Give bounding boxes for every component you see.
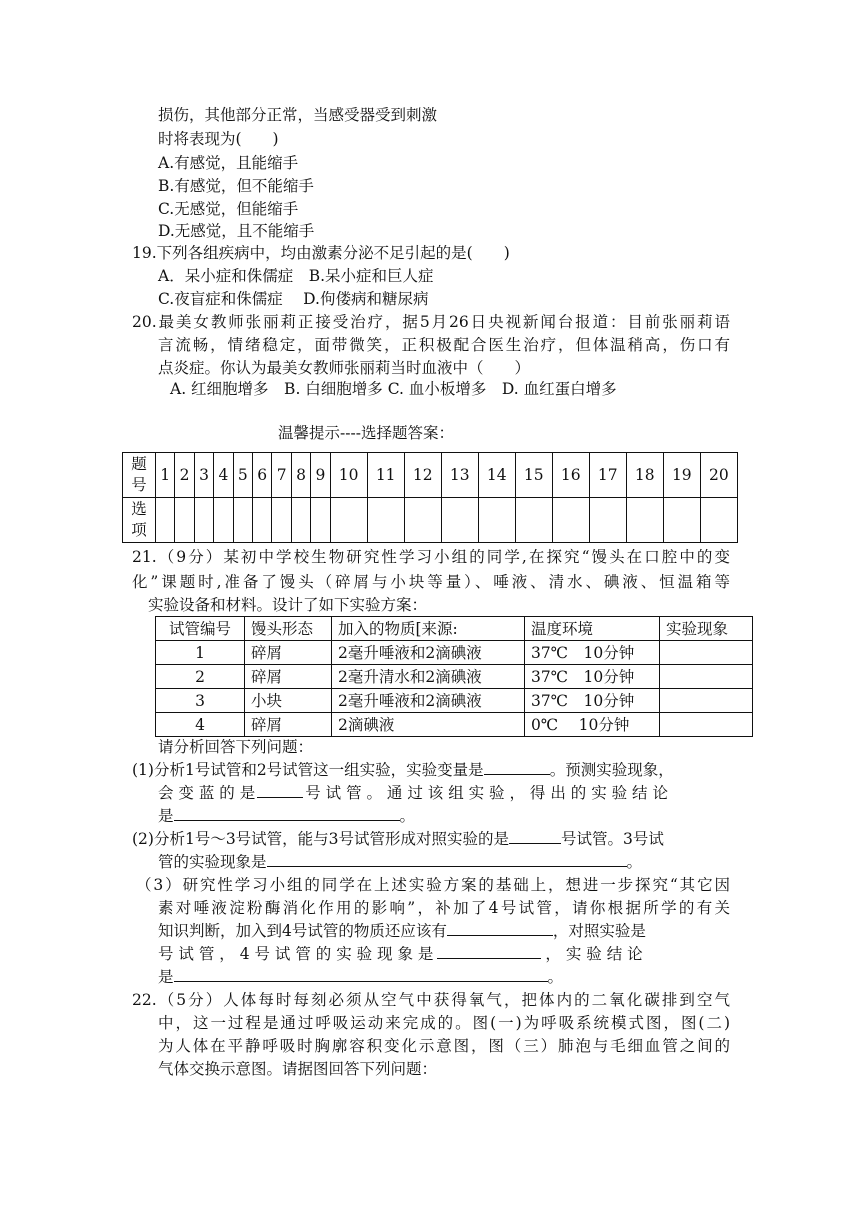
answer-number-cell: 9 (311, 453, 330, 498)
answer-number-cell: 8 (291, 453, 310, 498)
answer-blank-cell[interactable] (311, 498, 330, 543)
experiment-table-row (156, 665, 753, 689)
substance-cell: 2毫升唾液和2滴碘液 (332, 641, 525, 665)
answer-blank-cell[interactable] (478, 498, 515, 543)
answer-blank-cell[interactable] (272, 498, 291, 543)
q19-options-row2: C.夜盲症和侏儒症 D.佝偻病和糖尿病 (158, 290, 429, 308)
answer-blank-cell[interactable] (214, 498, 233, 543)
q21-part1-line1 (132, 758, 674, 782)
experiment-header-shape: 馒头形态 (245, 617, 332, 641)
temperature-cell: 0℃ 10分钟 (525, 713, 660, 737)
substance-cell: 2滴碘液 (332, 713, 525, 737)
experiment-table-row (156, 641, 753, 665)
answer-blank-cell[interactable] (515, 498, 552, 543)
answer-number-cell: 1 (156, 453, 175, 498)
q21-part3-blank-phenomenon[interactable] (437, 942, 541, 959)
answer-number-cell: 5 (233, 453, 252, 498)
answer-number-cell: 4 (214, 453, 233, 498)
answer-blank-cell[interactable] (330, 498, 367, 543)
answer-blank-cell[interactable] (156, 498, 175, 543)
temperature-cell: 37℃ 10分钟 (525, 641, 660, 665)
q21-part2-text-a: (2)分析1号～3号试管，能与3号试管形成对照实验的是 (132, 830, 510, 848)
q21-part1-text-d: 号 试 管 。 通 过 该 组 实 验 ， 得 出 的 实 验 结 论 (305, 784, 668, 802)
q20-line2: 言流畅，情绪稳定，面带微笑，正积极配合医生治疗，但体温稍高，伤口有 (158, 336, 730, 354)
experiment-table-header-row (156, 617, 753, 641)
answer-table-header-number: 题 号 (123, 453, 156, 498)
q21-part3-text-g: 是 (158, 968, 174, 986)
answer-number-cell: 6 (253, 453, 272, 498)
experiment-table-row (156, 713, 753, 737)
answer-blank-cell[interactable] (175, 498, 194, 543)
answer-table (122, 452, 738, 543)
answer-number-cell: 2 (175, 453, 194, 498)
q18-option-d: D.无感觉，且不能缩手 (158, 222, 315, 240)
shape-cell: 碎屑 (245, 641, 332, 665)
answer-number-cell: 17 (589, 453, 626, 498)
q21-part3-line1: （3）研究性学习小组的同学在上述实验方案的基础上，想进一步探究“其它因 (136, 876, 730, 894)
shape-cell: 小块 (245, 689, 332, 713)
q21-part3-line4 (158, 942, 643, 966)
q20-line1: 20.最美女教师张丽莉正接受治疗，据5月26日央视新闻台报道：目前张丽莉语 (132, 313, 730, 331)
answer-number-cell: 13 (441, 453, 478, 498)
temperature-cell: 37℃ 10分钟 (525, 665, 660, 689)
q21-part1-blank-variable[interactable] (484, 758, 550, 775)
q21-line2: 化”课题时,准备了馒头（碎屑与小块等量）、唾液、清水、碘液、恒温箱等 (132, 573, 730, 591)
substance-cell: 2毫升清水和2滴碘液 (332, 665, 525, 689)
q21-part2-text-c: 管的实验现象是 (158, 853, 267, 871)
answer-blank-cell[interactable] (441, 498, 478, 543)
q21-part3-line5 (158, 965, 563, 989)
answer-number-cell: 15 (515, 453, 552, 498)
phenomenon-cell[interactable] (660, 713, 753, 737)
answer-number-cell: 10 (330, 453, 367, 498)
tube-number-cell: 3 (156, 689, 245, 713)
q21-line1: 21.（9分）某初中学校生物研究性学习小组的同学,在探究“馒头在口腔中的变 (132, 548, 730, 566)
q18-option-b: B.有感觉，但不能缩手 (158, 177, 314, 195)
shape-cell: 碎屑 (245, 713, 332, 737)
q21-part3-blank-conclusion[interactable] (174, 965, 548, 982)
answer-blank-cell[interactable] (233, 498, 252, 543)
temperature-cell: 37℃ 10分钟 (525, 689, 660, 713)
experiment-header-temperature: 温度环境 (525, 617, 660, 641)
q18-stem-line2: 时将表现为( ) (158, 130, 279, 148)
substance-cell: 2毫升唾液和2滴碘液 (332, 689, 525, 713)
q22-line1: 22.（5分）人体每时每刻必须从空气中获得氧气，把体内的二氧化碳排到空气 (132, 991, 730, 1009)
q20-options: A. 红细胞增多 B. 白细胞增多 C. 血小板增多 D. 血红蛋白增多 (170, 380, 617, 398)
answer-number-cell: 16 (552, 453, 589, 498)
answer-table-caption: 温馨提示----选择题答案： (278, 424, 454, 442)
q21-line3: 实验设备和材料。设计了如下实验方案： (148, 596, 428, 614)
q21-part2-line1 (132, 827, 664, 851)
answer-blank-cell[interactable] (194, 498, 213, 543)
q21-part1-text-b: 。预测实验现象， (549, 761, 674, 779)
answer-number-cell: 14 (478, 453, 515, 498)
answer-blank-cell[interactable] (700, 498, 737, 543)
q19-options-row1: A．呆小症和侏儒症 B.呆小症和巨人症 (158, 267, 434, 285)
experiment-table (155, 616, 753, 737)
answer-blank-cell[interactable] (663, 498, 700, 543)
experiment-header-tube-no: 试管编号 (156, 617, 245, 641)
q21-part3-line2: 素对唾液淀粉酶消化作用的影响”，补加了4号试管，请你根据所学的有关 (158, 899, 730, 917)
q18-stem-line1: 损伤，其他部分正常，当感受器受到刺激 (158, 106, 438, 124)
answer-number-cell: 18 (626, 453, 663, 498)
experiment-header-phenomenon: 实验现象 (660, 617, 753, 641)
answer-blank-cell[interactable] (552, 498, 589, 543)
answer-number-cell: 19 (663, 453, 700, 498)
q21-part2-text-b: 号试管。3号试 (561, 830, 664, 848)
q22-line3: 为人体在平静呼吸时胸廓容积变化示意图，图（三）肺泡与毛细血管之间的 (158, 1037, 730, 1055)
q21-part3-text-d: ，对照实验是 (552, 922, 646, 940)
q22-line2: 中，这一过程是通过呼吸运动来完成的。图(一)为呼吸系统模式图，图(二) (158, 1014, 730, 1032)
answer-blank-cell[interactable] (404, 498, 441, 543)
q21-part1-line2 (158, 781, 668, 805)
q21-part1-line3 (158, 804, 415, 828)
experiment-table-row (156, 689, 753, 713)
q21-part1-text-c: 会 变 蓝 的 是 (158, 784, 256, 802)
q19-stem: 19.下列各组疾病中，均由激素分泌不足引起的是( ) (132, 244, 510, 262)
phenomenon-cell[interactable] (660, 665, 753, 689)
answer-blank-cell[interactable] (291, 498, 310, 543)
q20-line3: 点炎症。你认为最美女教师张丽莉当时血液中（ ） (158, 359, 531, 377)
answer-table-row-numbers (123, 453, 738, 498)
q21-part1-text-e: 是 (158, 807, 174, 825)
q21-prompt: 请分析回答下列问题： (158, 738, 314, 756)
q18-option-c: C.无感觉，但能缩手 (158, 200, 299, 218)
shape-cell: 碎屑 (245, 665, 332, 689)
q21-part2-text-d: 。 (626, 853, 643, 871)
q21-part3-line3 (158, 919, 646, 943)
q21-part3-text-c: 知识判断，加入到4号试管的物质还应该有 (158, 922, 447, 940)
answer-number-cell: 11 (367, 453, 404, 498)
q21-part1-text-f: 。 (399, 807, 416, 825)
answer-number-cell: 3 (194, 453, 213, 498)
q21-part3-text-h: 。 (547, 968, 564, 986)
answer-number-cell: 12 (404, 453, 441, 498)
q21-part1-blank-conclusion[interactable] (174, 804, 400, 821)
answer-blank-cell[interactable] (253, 498, 272, 543)
q21-part1-blank-blue-tube[interactable] (257, 781, 303, 798)
q21-part2-blank-control[interactable] (509, 827, 561, 844)
tube-number-cell: 4 (156, 713, 245, 737)
answer-number-cell: 7 (272, 453, 291, 498)
q21-part2-line2 (158, 850, 642, 874)
q22-line4: 气体交换示意图。请据图回答下列问题： (158, 1060, 438, 1078)
phenomenon-cell[interactable] (660, 689, 753, 713)
answer-blank-cell[interactable] (589, 498, 626, 543)
q21-part3-text-e: 号 试 管 ， 4 号 试 管 的 实 验 现 象 是 (158, 945, 434, 963)
q21-part2-blank-phenomenon[interactable] (267, 850, 627, 867)
q21-part3-text-f: ， 实 验 结 论 (545, 945, 643, 963)
tube-number-cell: 2 (156, 665, 245, 689)
phenomenon-cell[interactable] (660, 641, 753, 665)
answer-number-cell: 20 (700, 453, 737, 498)
experiment-header-substance: 加入的物质[来源: (332, 617, 525, 641)
answer-blank-cell[interactable] (626, 498, 663, 543)
q18-option-a: A.有感觉，且能缩手 (158, 154, 299, 172)
q21-part3-blank-substance[interactable] (447, 919, 553, 936)
answer-table-header-option: 选 项 (123, 498, 156, 543)
tube-number-cell: 1 (156, 641, 245, 665)
answer-blank-cell[interactable] (367, 498, 404, 543)
q21-part1-text-a: (1)分析1号试管和2号试管这一组实验，实验变量是 (132, 761, 484, 779)
answer-table-row-options (123, 498, 738, 543)
